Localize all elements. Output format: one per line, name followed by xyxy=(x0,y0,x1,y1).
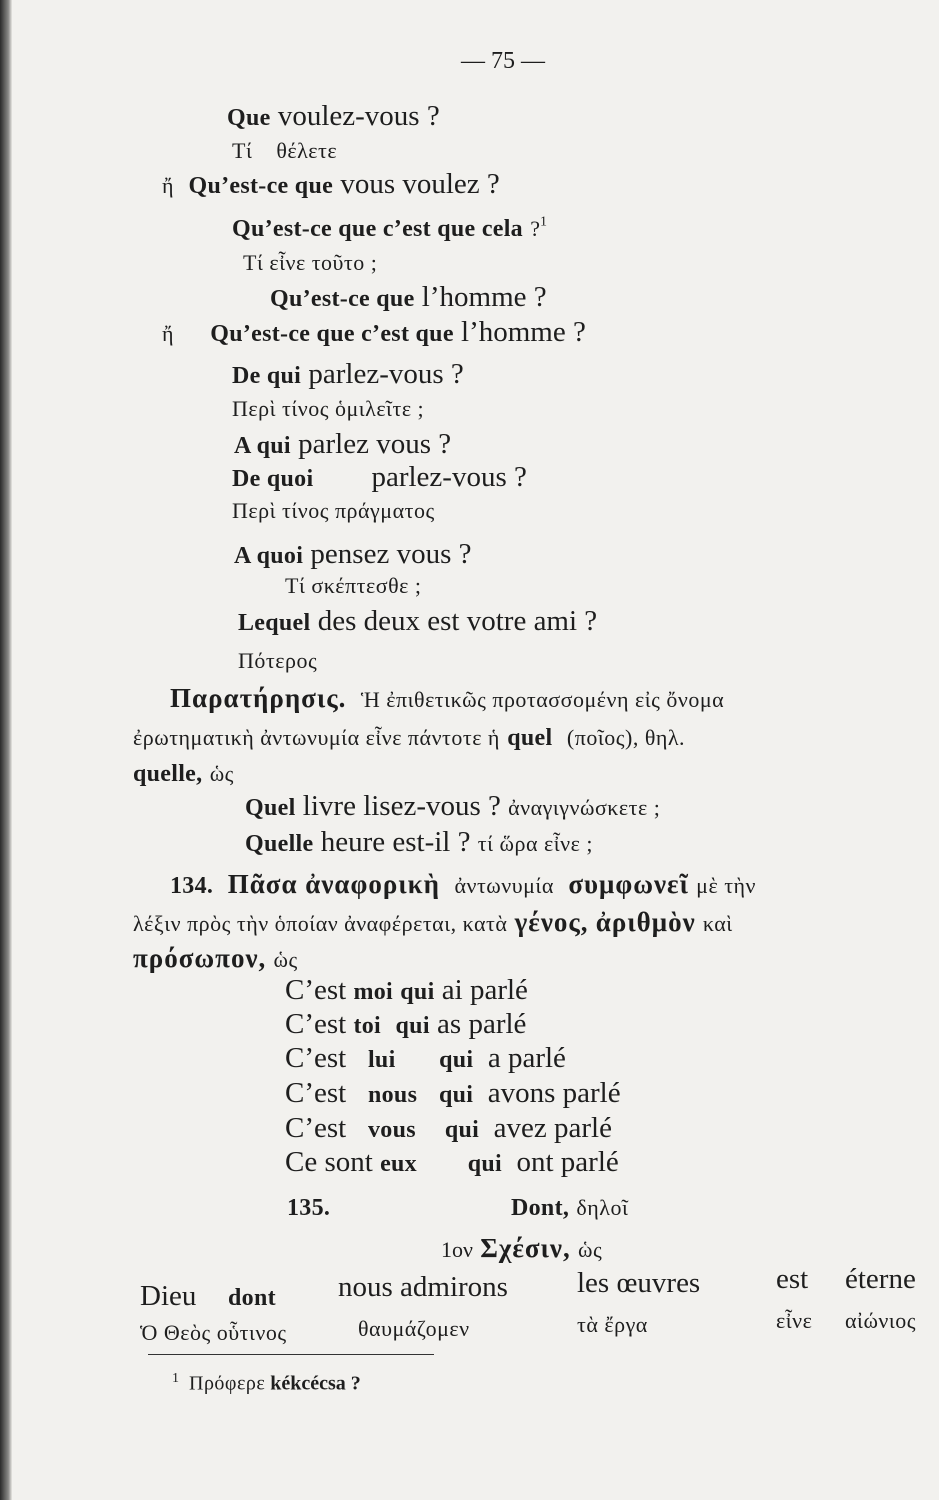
cell: C’est xyxy=(285,1008,347,1040)
cell: vous xyxy=(367,1117,416,1143)
cell: C’est xyxy=(285,1042,347,1074)
plain-text: vous voulez ? xyxy=(340,168,500,200)
section-135-line xyxy=(287,1192,330,1221)
bold-term: συμφωνεῖ xyxy=(568,869,689,899)
fr-word: éterne xyxy=(845,1263,916,1295)
table-row xyxy=(285,1148,619,1177)
note-line xyxy=(133,758,234,787)
cell: moi xyxy=(353,979,394,1005)
footnote-marker: 1 xyxy=(172,1371,179,1386)
greek-text: Πρόφερε xyxy=(189,1372,266,1395)
table-row xyxy=(285,1044,566,1073)
greek-text: καὶ xyxy=(702,911,733,936)
text-line xyxy=(162,170,500,199)
greek-line: Πότερος xyxy=(238,648,318,673)
footnote-rule xyxy=(148,1354,434,1355)
cell: as parlé xyxy=(437,1008,527,1040)
plain-text: pensez vous ? xyxy=(310,538,472,570)
cell: a parlé xyxy=(487,1042,566,1074)
text-line xyxy=(227,102,440,131)
plain-text: des deux est votre ami ? xyxy=(317,605,598,637)
footnote-marker: 1 xyxy=(540,214,548,230)
fr-word: nous admirons xyxy=(338,1271,508,1303)
cell: avons parlé xyxy=(487,1077,621,1109)
greek-line: Τί εἶνε τοῦτο ; xyxy=(243,250,378,275)
greek-text: Ἡ ἐπιθετικῶς προτασσομένη εἰς ὄνομα xyxy=(360,687,725,712)
text-line xyxy=(234,540,471,569)
cell: toi xyxy=(353,1013,382,1039)
section-134-line xyxy=(170,870,756,899)
greek-text: ἀντωνυμία xyxy=(454,873,554,898)
plain-text: l’homme ? xyxy=(461,316,586,348)
cell: eux xyxy=(380,1151,417,1177)
bold-term: Lequel xyxy=(238,610,311,636)
cell: C’est xyxy=(285,1112,347,1144)
text-line xyxy=(232,463,527,492)
cell: qui xyxy=(444,1117,480,1143)
bold-term: Que xyxy=(227,105,271,131)
greek-line: Περὶ τίνος ὁμιλεῖτε ; xyxy=(232,396,425,421)
bold-term: ἀριθμὸν xyxy=(595,907,696,937)
bold-term: Qu’est-ce que xyxy=(188,173,334,199)
footnote xyxy=(172,1372,361,1394)
cell: qui xyxy=(395,1013,430,1039)
greek-text: δηλοῖ xyxy=(576,1195,629,1220)
greek-text: μὲ τὴν xyxy=(696,873,756,898)
greek-text: ὡς xyxy=(209,761,234,786)
bold-term: dont xyxy=(228,1285,276,1311)
ordinal: 1ον xyxy=(441,1237,473,1262)
section-number: 134. xyxy=(170,873,214,899)
table-row xyxy=(285,1079,621,1108)
greek-text: ἀναγιγνώσκετε ; xyxy=(508,795,661,820)
cell: ai parlé xyxy=(441,974,528,1006)
bold-term: πρόσωπον, xyxy=(133,943,267,973)
greek-text: ὡς xyxy=(273,947,298,972)
example-line xyxy=(245,792,660,821)
greek-or: ἤ xyxy=(162,173,175,198)
cell: qui xyxy=(439,1047,474,1073)
plain-text: parlez vous ? xyxy=(298,428,452,460)
plain-text: livre lisez-vous ? xyxy=(302,790,501,822)
greek-line: Περὶ τίνος πράγματος xyxy=(232,498,435,523)
note-heading: Παρατήρησις. xyxy=(170,683,347,713)
bold-term: A qui xyxy=(234,433,291,459)
plain-text: l’homme ? xyxy=(421,281,547,313)
table-row xyxy=(285,1010,526,1039)
cell: avez parlé xyxy=(493,1112,612,1144)
cell: qui xyxy=(467,1151,502,1177)
text-line xyxy=(232,360,464,389)
section-number: 135. xyxy=(287,1195,331,1221)
greek-line xyxy=(232,140,337,162)
plain-text: parlez-vous ? xyxy=(371,461,527,493)
bold-term: Πᾶσα ἀναφορικὴ xyxy=(227,869,440,899)
bold-term: quel xyxy=(507,725,553,751)
book-spine-shadow xyxy=(0,0,12,1500)
bold-term: De quoi xyxy=(232,466,314,492)
text-line xyxy=(238,607,597,636)
greek-word: τὰ ἔργα xyxy=(577,1312,648,1337)
fr-word: les œuvres xyxy=(577,1267,701,1299)
plain-text: ? xyxy=(530,216,541,241)
cell: Ce sont xyxy=(285,1146,373,1178)
page-number: — 75 — xyxy=(461,48,545,74)
section-134-line xyxy=(133,944,298,973)
greek-text: (ποῖος), θηλ. xyxy=(566,725,686,750)
note-line xyxy=(170,684,724,713)
greek-text: ὡς xyxy=(577,1237,603,1262)
cell: C’est xyxy=(285,974,347,1006)
cell: C’est xyxy=(285,1077,347,1109)
bold-term: Qu’est-ce que c’est que cela xyxy=(232,216,523,242)
greek-line: Τί σκέπτεσθε ; xyxy=(285,573,422,598)
text-line xyxy=(270,283,547,312)
greek-word: θαυμάζομεν xyxy=(358,1316,470,1341)
greek-text: ἐρωτηματικὴ ἀντωνυμία εἶνε πάντοτε ἡ xyxy=(133,725,500,750)
bold-term: Dont, xyxy=(511,1195,570,1221)
bold-term: De qui xyxy=(232,363,302,389)
plain-text: voulez-vous ? xyxy=(277,100,440,132)
bold-term: Qu’est-ce que c’est que xyxy=(210,321,454,347)
bold-term: Quel xyxy=(245,795,296,821)
greek-text: τί ὥρα εἶνε ; xyxy=(477,831,593,856)
bold-term: Quelle xyxy=(245,831,314,857)
text-line xyxy=(234,430,451,459)
table-row xyxy=(285,1114,612,1143)
subheading xyxy=(441,1234,602,1263)
text-line xyxy=(232,213,547,242)
greek-word: θέλετε xyxy=(276,138,338,163)
bold-term: Σχέσιν, xyxy=(480,1233,571,1263)
fr-word: Dieu xyxy=(140,1280,197,1312)
plain-text: heure est-il ? xyxy=(320,826,471,858)
greek-word: εἶνε xyxy=(776,1308,813,1333)
example-line xyxy=(245,828,593,857)
bold-term: γένος, xyxy=(514,907,589,937)
note-line xyxy=(133,722,685,751)
greek-word: Τί xyxy=(232,138,253,163)
fr-word: est xyxy=(776,1263,809,1295)
greek-text: λέξιν πρὸς τὴν ὁποίαν ἀναφέρεται, κατὰ xyxy=(133,911,508,936)
cell: qui xyxy=(438,1082,474,1108)
bold-term: A quoi xyxy=(234,543,304,569)
greek-or: ἤ xyxy=(162,321,175,346)
cell: lui xyxy=(367,1047,396,1073)
cell: qui xyxy=(400,979,435,1005)
bold-term: quelle, xyxy=(133,761,203,787)
greek-word: Ὁ Θεὸς οὗτινος xyxy=(140,1320,287,1345)
cell: nous xyxy=(367,1082,418,1108)
plain-text: parlez-vous ? xyxy=(308,358,464,390)
pronunciation: kékcécsa ? xyxy=(270,1372,361,1395)
text-line xyxy=(162,318,586,347)
section-134-line xyxy=(133,908,733,937)
section-135-line xyxy=(511,1192,628,1221)
table-row xyxy=(285,976,528,1005)
bold-term: Qu’est-ce que xyxy=(270,286,415,312)
cell: ont parlé xyxy=(516,1146,619,1178)
greek-word: αἰώνιος xyxy=(845,1308,917,1333)
